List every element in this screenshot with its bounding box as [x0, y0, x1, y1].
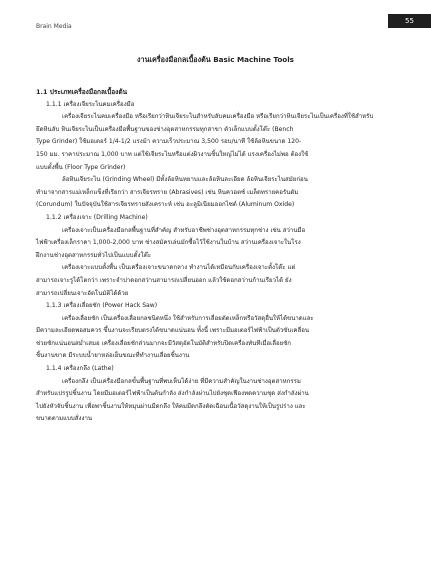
text-line: ยึดหินลับ หินเจียระไนเป็นเครื่องมือพื้นฐานของช่างอุตสาหกรรมทุกสาขา ตัวเล็กแบบตั้งโต๊ะ (Bench	[36, 125, 294, 133]
text-line: ขนาดตามแบบสั่งงาน	[36, 415, 93, 423]
text-line: ฝึกงานช่างอุตสาหกรรมทั่วไปเป็นแบบตั้งโต๊ะ	[36, 251, 151, 259]
subsection-heading-1-1-4: 1.1.4 เครื่องกลึง (Lathe)	[46, 365, 114, 373]
text-line: ทำมาจากสารแม่เหล็กแข็งที่เรียกว่า สารเจียรทราย (Abrasives) เช่น หินควอตซ์ เมล็ดทรายคอรันดัม	[36, 188, 299, 196]
text-line: ไฟฟ้าเครื่องเล็กราคา 1,000-2,000 บาท ช่างสมัครเล่นมักซื้อไว้ใช้งานในบ้าน สว่านเครื่องเจาะในโรง	[36, 239, 301, 247]
subsection-heading-1-1-1: 1.1.1 เครื่องเจียระไนคมเครื่องมือ	[46, 100, 135, 108]
text-line: สามารถเปลี่ยนเจาะอัตโนมัติได้ด้วย	[36, 289, 129, 297]
text-line: 150 มม. ราคาประมาณ 1,000 บาท แต่ใช้เจียระไนหรือแต่งผิวงานชิ้นใหญ่ไม่ได้ แรงเครื่องไม่พอ ต้องใช้	[36, 150, 309, 158]
paragraph-grinder-2	[36, 174, 396, 212]
text-line: ชิ้นงานขาด มีระบบน้ำยาหล่อเย็นขณะที่ทำงานเลื่อยชิ้นงาน	[36, 352, 190, 360]
page-number-badge: 55	[388, 14, 431, 28]
text-line: สำหรับแปรรูปชิ้นงาน โดยมีมอเตอร์ไฟฟ้าเป็นต้นกำลัง ส่งกำลังผ่านไปยังชุดเฟืองทดความชุด ส่งกำลังผ่าน	[36, 390, 309, 398]
paragraph-drill-2	[36, 262, 396, 300]
subsection-heading-1-1-2: 1.1.2 เครื่องเจาะ (Drilling Machine)	[46, 213, 148, 221]
text-line: Type Grinder) ใช้มอเตอร์ 1/4-1/2 แรงม้า ความเร็วประมาณ 3,500 รอบ/นาที ใช้ล้อหินขนาด 120-	[36, 138, 302, 146]
text-line: สามารถเจาะรูได้โตกว่า เพราะจำปาดอกสว่านสามารถเปลี่ยนออก แล้วใช้ดอกสว่านก้านเรียวได้ ยัง	[36, 276, 292, 284]
text-line: ช่วยชักแน่นอนสม่ำเสมอ เครื่องเลื่อยชักส่วนมากจะมีวัสดุอัตโนมัติสำหรับปิดเครื่องทันทีเมื่อเลื่อยชัก	[36, 339, 292, 347]
page-title: งานเครื่องมือกลเบื้องต้น Basic Machine Tools	[137, 55, 294, 64]
paragraph-grinder-1	[36, 111, 396, 174]
text-line: เครื่องเลื่อยชัก เป็นเครื่องเลื่อยกลชนิดหนึ่ง ใช้สำหรับการเลื่อยตัดเหล็กหรือวัสดุอื่นให้ได้ขนาดและ	[62, 314, 314, 322]
document-body	[36, 86, 396, 426]
text-line: แบบตั้งพื้น (Floor Type Grinder)	[36, 163, 126, 171]
text-line: เครื่องเจียระไนคมเครื่องมือ หรือเรียกว่าหินเจียระไนสำหรับลับคมเครื่องมือ หรือเรียกว่าหินเจียระไนเป็นเครื่องที่ใช้สำหรับ	[62, 113, 374, 121]
paragraph-drill-1	[36, 225, 396, 263]
header-publisher: Brain Media	[36, 23, 72, 30]
text-line: เครื่องเจาะแบบตั้งพื้น เป็นเครื่องเจาะขนาดกลาง ทำงานได้เหมือนกับเครื่องเจาะตั้งโต๊ะ แต่	[62, 264, 296, 272]
subsection-heading-1-1-3: 1.1.3 เครื่องเลื่อยชัก (Power Hack Saw)	[46, 302, 158, 310]
paragraph-hacksaw	[36, 313, 396, 363]
section-heading: 1.1 ประเภทเครื่องมือกลเบื้องต้น	[36, 88, 128, 96]
paragraph-lathe	[36, 376, 396, 426]
text-line: เครื่องเจาะเป็นเครื่องมือกลพื้นฐานที่สำคัญ สำหรับอาชีพช่างอุตสาหกรรมทุกช่าง เช่น สว่านมือ	[62, 226, 306, 234]
text-line: ล้อหินเจียระไน (Grinding Wheel) มีทั้งล้อหินหยาบและล้อหินละเอียด ล้อหินเจียระไนสมัยก่อน	[62, 176, 308, 184]
text-line: เครื่องกลึง เป็นเครื่องมือกลขั้นพื้นฐานที่พบเห็นได้ง่าย ที่มีความสำคัญในงานช่างอุตสาหกรรม	[62, 377, 301, 385]
text-line: มีความละเอียดพอสมควร ขึ้นงานจะเรียบตรงได้ขนาดแน่นอน ทั้งนี้ เพราะมีมอเตอร์ไฟฟ้าเป็นตัวขับเคลื่อน	[36, 327, 310, 335]
text-line: (Corundum) ในปัจจุบันใช้สารเจียรทรายสังเคราะห์ เช่น อะลูมิเนียมออกไซด์ (Aluminum Oxide)	[36, 201, 295, 209]
text-line: ไปยังหัวจับชิ้นงาน เพื่อพาชิ้นงานให้หมุนผ่านมีดกลึง ให้คมมีดกลึงตัดเฉือนเนื้อวัสดุงานให้เป็นรูปร่าง และ	[36, 402, 306, 410]
